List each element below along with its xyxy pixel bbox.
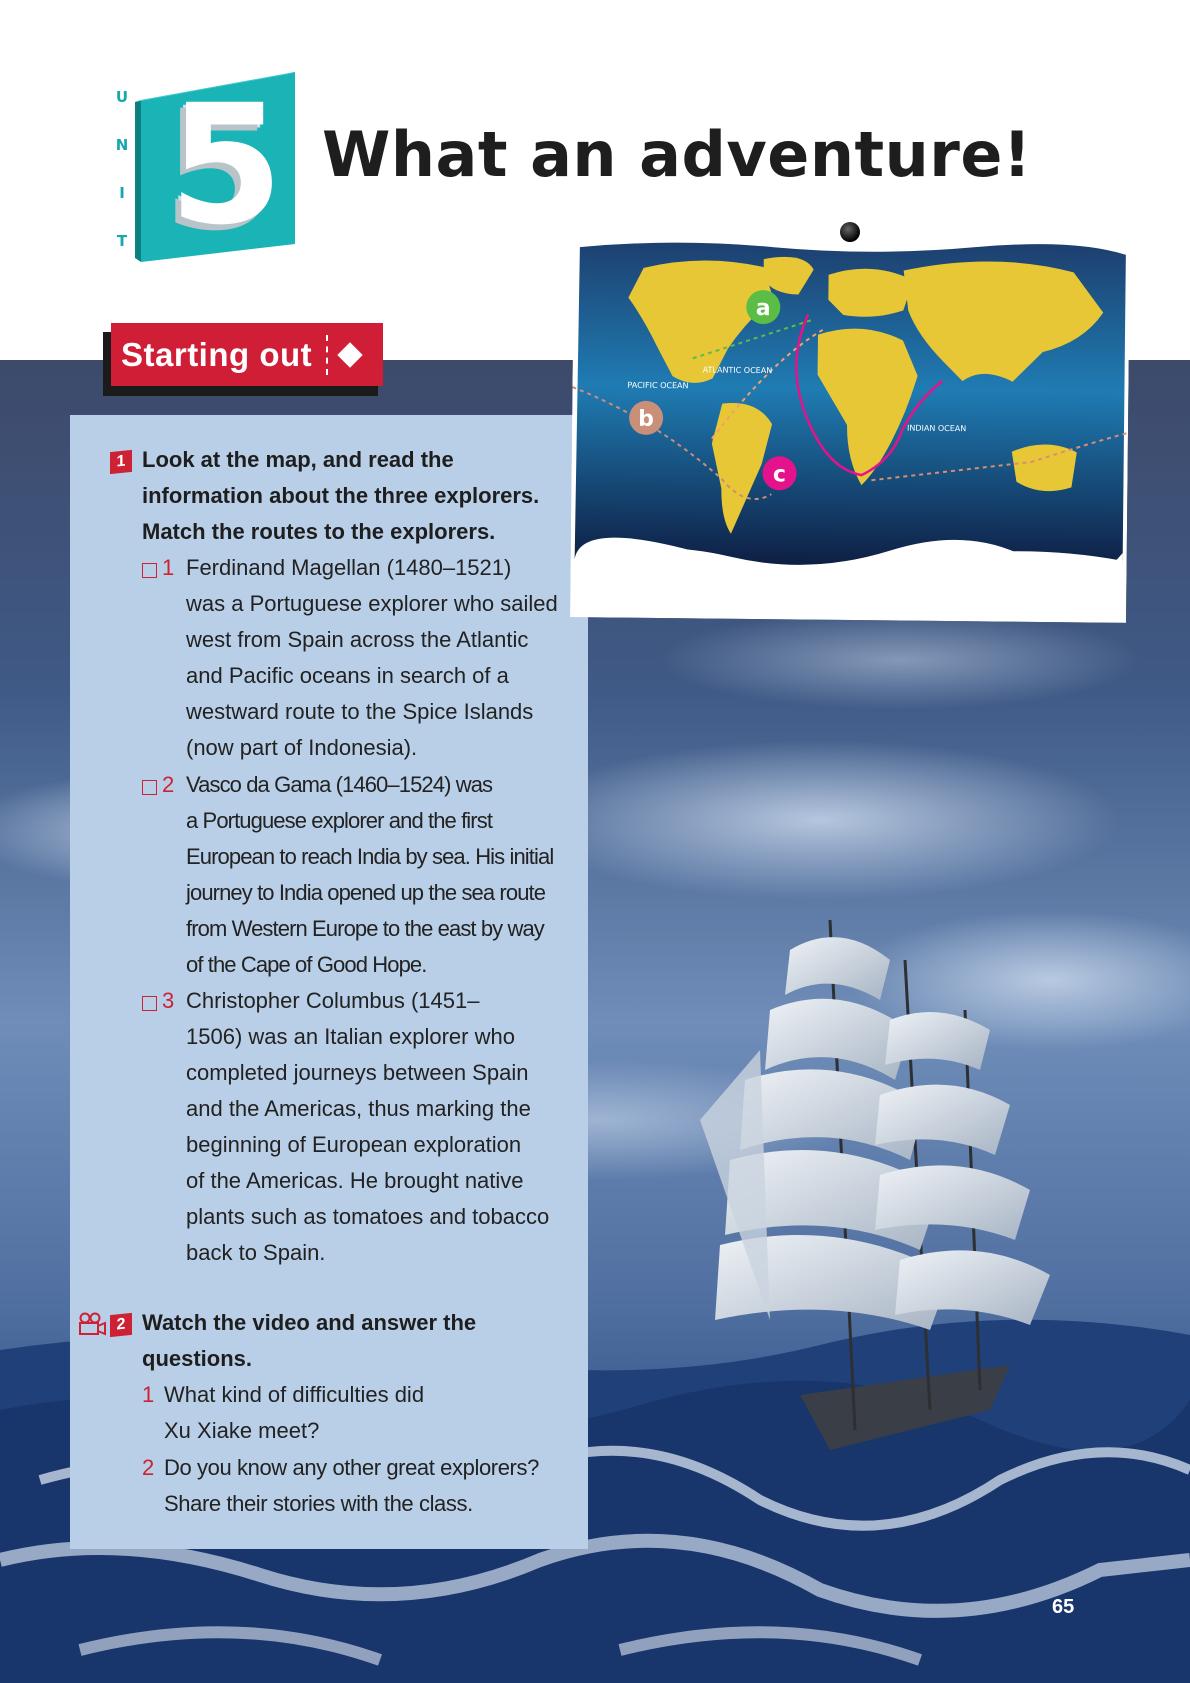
question-number: 2 [142, 1455, 155, 1480]
svg-text:c: c [772, 462, 787, 488]
instruction-line: questions. [142, 1346, 253, 1371]
item-line: of the Cape of Good Hope. [186, 952, 427, 977]
item-line: westward route to the Spice Islands [186, 699, 534, 724]
pushpin-icon [840, 222, 860, 242]
item-line: Ferdinand Magellan (1480–1521) [186, 555, 512, 580]
unit-letter: U [115, 88, 129, 106]
activity1-instruction [142, 442, 539, 550]
diamond-icon [337, 342, 362, 367]
question-line: Xu Xiake meet? [164, 1418, 320, 1443]
ocean-label: INDIAN OCEAN [906, 423, 967, 434]
unit-letter: N [115, 136, 129, 154]
question-line: Do you know any other great explorers? [164, 1455, 539, 1480]
section-banner [111, 323, 383, 386]
instruction-line: Look at the map, and read the [142, 447, 454, 472]
item-line: of the Americas. He brought native [186, 1168, 524, 1193]
item-line: and Pacific oceans in search of a [186, 663, 509, 688]
instruction-line: information about the three explorers. [142, 483, 540, 508]
item-line: was a Portuguese explorer who sailed [186, 591, 558, 616]
page-number: 65 [1052, 1596, 1075, 1618]
activity2-instruction [142, 1305, 476, 1377]
explorer-item-magellan [186, 550, 558, 766]
item-line: Christopher Columbus (1451– [186, 988, 480, 1013]
question-line: What kind of difficulties did [164, 1382, 425, 1407]
explorer-item-columbus [186, 983, 549, 1271]
item-line: back to Spain. [186, 1240, 326, 1265]
item-line: plants such as tomatoes and tobacco [186, 1204, 550, 1229]
activity-number-badge: 2 [110, 1313, 132, 1337]
answer-checkbox[interactable] [142, 996, 157, 1011]
explorer-item-da-gama [186, 767, 553, 983]
video-icon [78, 1312, 106, 1336]
question-item [164, 1377, 424, 1449]
answer-checkbox[interactable] [142, 563, 157, 578]
banner-divider [326, 335, 328, 375]
item-line: west from Spain across the Atlantic [186, 627, 529, 652]
unit-letter: I [119, 184, 125, 202]
item-line: from Western Europe to the east by way [186, 916, 544, 941]
instruction-line: Match the routes to the explorers. [142, 519, 496, 544]
item-line: completed journeys between Spain [186, 1060, 529, 1085]
svg-text:b: b [638, 406, 655, 432]
section-banner-label: Starting out [121, 335, 313, 373]
item-line: (now part of Indonesia). [186, 735, 418, 760]
item-number: 3 [162, 988, 175, 1013]
ocean-label: ATLANTIC OCEAN [702, 365, 773, 376]
question-line: Share their stories with the class. [164, 1491, 473, 1516]
item-number: 1 [162, 555, 175, 580]
unit-letter: T [116, 232, 128, 250]
unit-number: 5 [168, 69, 284, 261]
item-line: European to reach India by sea. His initial [186, 844, 554, 869]
ocean-label: PACIFIC OCEAN [627, 380, 689, 391]
activity-number-badge: 1 [110, 450, 132, 474]
item-number: 2 [162, 772, 175, 797]
question-item [164, 1450, 539, 1522]
item-line: 1506) was an Italian explorer who [186, 1024, 515, 1049]
unit-label [112, 88, 132, 258]
item-line: beginning of European exploration [186, 1132, 522, 1157]
world-map [570, 237, 1130, 623]
item-line: a Portuguese explorer and the first [186, 808, 493, 833]
item-line: Vasco da Gama (1460–1524) was [186, 772, 493, 797]
question-number: 1 [142, 1382, 155, 1407]
instruction-line: Watch the video and answer the [142, 1310, 477, 1335]
item-line: and the Americas, thus marking the [186, 1096, 531, 1121]
answer-checkbox[interactable] [142, 780, 157, 795]
page-title: What an adventure! [322, 118, 1032, 191]
item-line: journey to India opened up the sea route [186, 880, 546, 905]
svg-text:a: a [755, 296, 771, 322]
